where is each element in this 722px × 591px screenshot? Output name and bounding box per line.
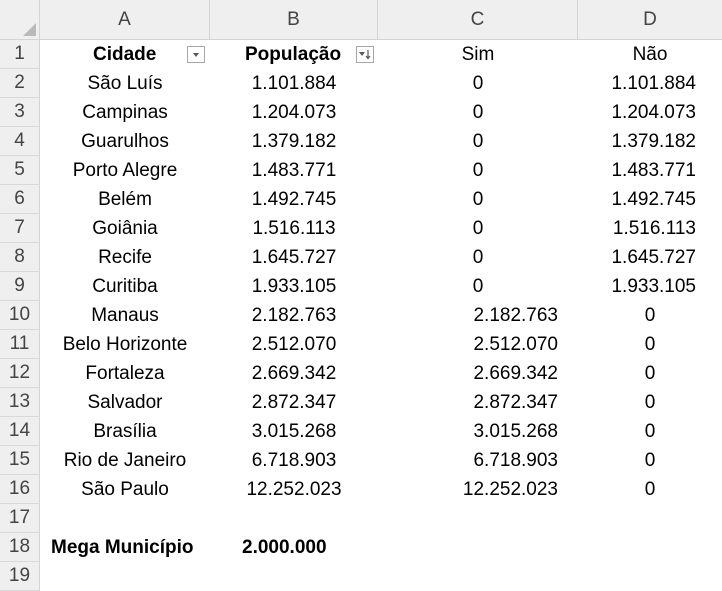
cell-populacao[interactable]: 2.512.070 (251, 333, 337, 355)
cell-sim[interactable]: 0 (472, 188, 484, 210)
cell-nao[interactable]: 1.101.884 (611, 72, 696, 94)
header-populacao[interactable]: População (245, 43, 342, 65)
table-row (40, 446, 722, 475)
header-nao[interactable]: Não (632, 43, 668, 65)
row-header[interactable]: 7 (0, 214, 40, 243)
column-header-a[interactable]: A (40, 0, 210, 40)
cell-sim[interactable]: 3.015.268 (473, 420, 558, 442)
cell-cidade[interactable]: Goiânia (92, 217, 158, 239)
table-row (40, 69, 722, 98)
cell-cidade[interactable]: São Paulo (81, 478, 169, 500)
cell-sim[interactable]: 0 (472, 159, 484, 181)
cell-cidade[interactable]: Guarulhos (81, 130, 169, 152)
cell-nao[interactable]: 0 (644, 449, 656, 471)
cell-populacao[interactable]: 1.204.073 (251, 101, 337, 123)
table-row (40, 156, 722, 185)
row-header[interactable]: 3 (0, 98, 40, 127)
cell-nao[interactable]: 1.933.105 (611, 275, 696, 297)
cell-nao[interactable]: 0 (644, 362, 656, 384)
row-header[interactable]: 10 (0, 301, 40, 330)
table-row (40, 475, 722, 504)
row-header[interactable]: 17 (0, 504, 40, 533)
row-header[interactable]: 4 (0, 127, 40, 156)
cell-sim[interactable]: 0 (472, 246, 484, 268)
column-header-b[interactable]: B (210, 0, 378, 40)
sort-ascending-filter-icon (358, 49, 372, 60)
table-row (40, 214, 722, 243)
cell-cidade[interactable]: Campinas (82, 101, 168, 123)
cell-nao[interactable]: 1.645.727 (611, 246, 696, 268)
filter-populacao-button[interactable] (356, 46, 374, 63)
header-row (40, 40, 722, 69)
cell-cidade[interactable]: Fortaleza (85, 362, 165, 384)
cell-cidade[interactable]: Belém (98, 188, 152, 210)
row-header[interactable]: 8 (0, 243, 40, 272)
cell-populacao[interactable]: 2.872.347 (251, 391, 337, 413)
table-row (40, 243, 722, 272)
cell-cidade[interactable]: Manaus (91, 304, 159, 326)
table-row (40, 185, 722, 214)
row-header[interactable]: 18 (0, 533, 40, 562)
table-row (40, 127, 722, 156)
column-header-d[interactable]: D (578, 0, 722, 40)
row-header[interactable]: 9 (0, 272, 40, 301)
cell-sim[interactable]: 0 (472, 275, 484, 297)
row-header[interactable]: 6 (0, 185, 40, 214)
column-header-c[interactable]: C (378, 0, 578, 40)
header-cidade[interactable]: Cidade (93, 43, 157, 65)
mega-label[interactable]: Mega Município (51, 536, 194, 558)
cell-cidade[interactable]: Recife (98, 246, 152, 268)
mega-row (40, 533, 722, 562)
filter-cidade-button[interactable] (187, 46, 205, 63)
cell-cidade[interactable]: Rio de Janeiro (63, 449, 187, 471)
cell-nao[interactable]: 0 (644, 304, 656, 326)
cell-sim[interactable]: 0 (472, 217, 484, 239)
cell-sim[interactable]: 2.872.347 (473, 391, 558, 413)
cell-sim[interactable]: 0 (472, 72, 484, 94)
cell-sim[interactable]: 2.512.070 (473, 333, 558, 355)
cell-sim[interactable]: 6.718.903 (473, 449, 558, 471)
header-sim[interactable]: Sim (461, 43, 495, 65)
row-header[interactable]: 5 (0, 156, 40, 185)
cell-sim[interactable]: 12.252.023 (462, 478, 558, 500)
cell-nao[interactable]: 0 (644, 391, 656, 413)
table-row (40, 417, 722, 446)
cell-populacao[interactable]: 2.182.763 (251, 304, 337, 326)
cell-sim[interactable]: 2.669.342 (473, 362, 558, 384)
cell-populacao[interactable]: 1.645.727 (251, 246, 337, 268)
row-header[interactable]: 11 (0, 330, 40, 359)
cell-cidade[interactable]: Porto Alegre (72, 159, 178, 181)
cell-populacao[interactable]: 1.379.182 (251, 130, 337, 152)
cell-populacao[interactable]: 1.492.745 (251, 188, 337, 210)
row-header[interactable]: 1 (0, 40, 40, 69)
cell-nao[interactable]: 1.379.182 (611, 130, 696, 152)
row-header[interactable]: 2 (0, 69, 40, 98)
cell-populacao[interactable]: 12.252.023 (246, 478, 342, 500)
cell-cidade[interactable]: Brasília (93, 420, 157, 442)
cell-nao[interactable]: 0 (644, 333, 656, 355)
table-row (40, 98, 722, 127)
table-row (40, 330, 722, 359)
row-header[interactable]: 16 (0, 475, 40, 504)
cell-nao[interactable]: 1.516.113 (612, 217, 696, 239)
cell-populacao[interactable]: 1.933.105 (251, 275, 337, 297)
table-row (40, 359, 722, 388)
select-all-corner[interactable] (0, 0, 40, 40)
cell-populacao[interactable]: 2.669.342 (251, 362, 337, 384)
row-header[interactable]: 14 (0, 417, 40, 446)
cell-sim[interactable]: 0 (472, 101, 484, 123)
cell-sim[interactable]: 0 (472, 130, 484, 152)
select-all-triangle-icon (23, 23, 36, 36)
cell-populacao[interactable]: 6.718.903 (251, 449, 337, 471)
table-row (40, 272, 722, 301)
row-header[interactable]: 12 (0, 359, 40, 388)
row-header[interactable]: 19 (0, 562, 40, 591)
cell-nao[interactable]: 1.483.771 (611, 159, 696, 181)
dropdown-arrow-icon (191, 51, 201, 59)
cell-populacao[interactable]: 1.483.771 (251, 159, 337, 181)
cell-cidade[interactable]: Salvador (87, 391, 163, 413)
cell-populacao[interactable]: 3.015.268 (251, 420, 337, 442)
cell-cidade[interactable]: São Luís (87, 72, 163, 94)
row-header[interactable]: 15 (0, 446, 40, 475)
cell-populacao[interactable]: 1.101.884 (251, 72, 337, 94)
mega-value[interactable]: 2.000.000 (242, 536, 327, 558)
cell-sim[interactable]: 2.182.763 (473, 304, 558, 326)
cell-nao[interactable]: 1.492.745 (611, 188, 696, 210)
cell-populacao[interactable]: 1.516.113 (252, 217, 336, 239)
row-header[interactable]: 13 (0, 388, 40, 417)
cell-nao[interactable]: 0 (644, 420, 656, 442)
cell-cidade[interactable]: Belo Horizonte (62, 333, 188, 355)
cell-cidade[interactable]: Curitiba (92, 275, 158, 297)
cell-nao[interactable]: 1.204.073 (611, 101, 696, 123)
cell-nao[interactable]: 0 (644, 478, 656, 500)
table-row (40, 301, 722, 330)
table-row (40, 388, 722, 417)
